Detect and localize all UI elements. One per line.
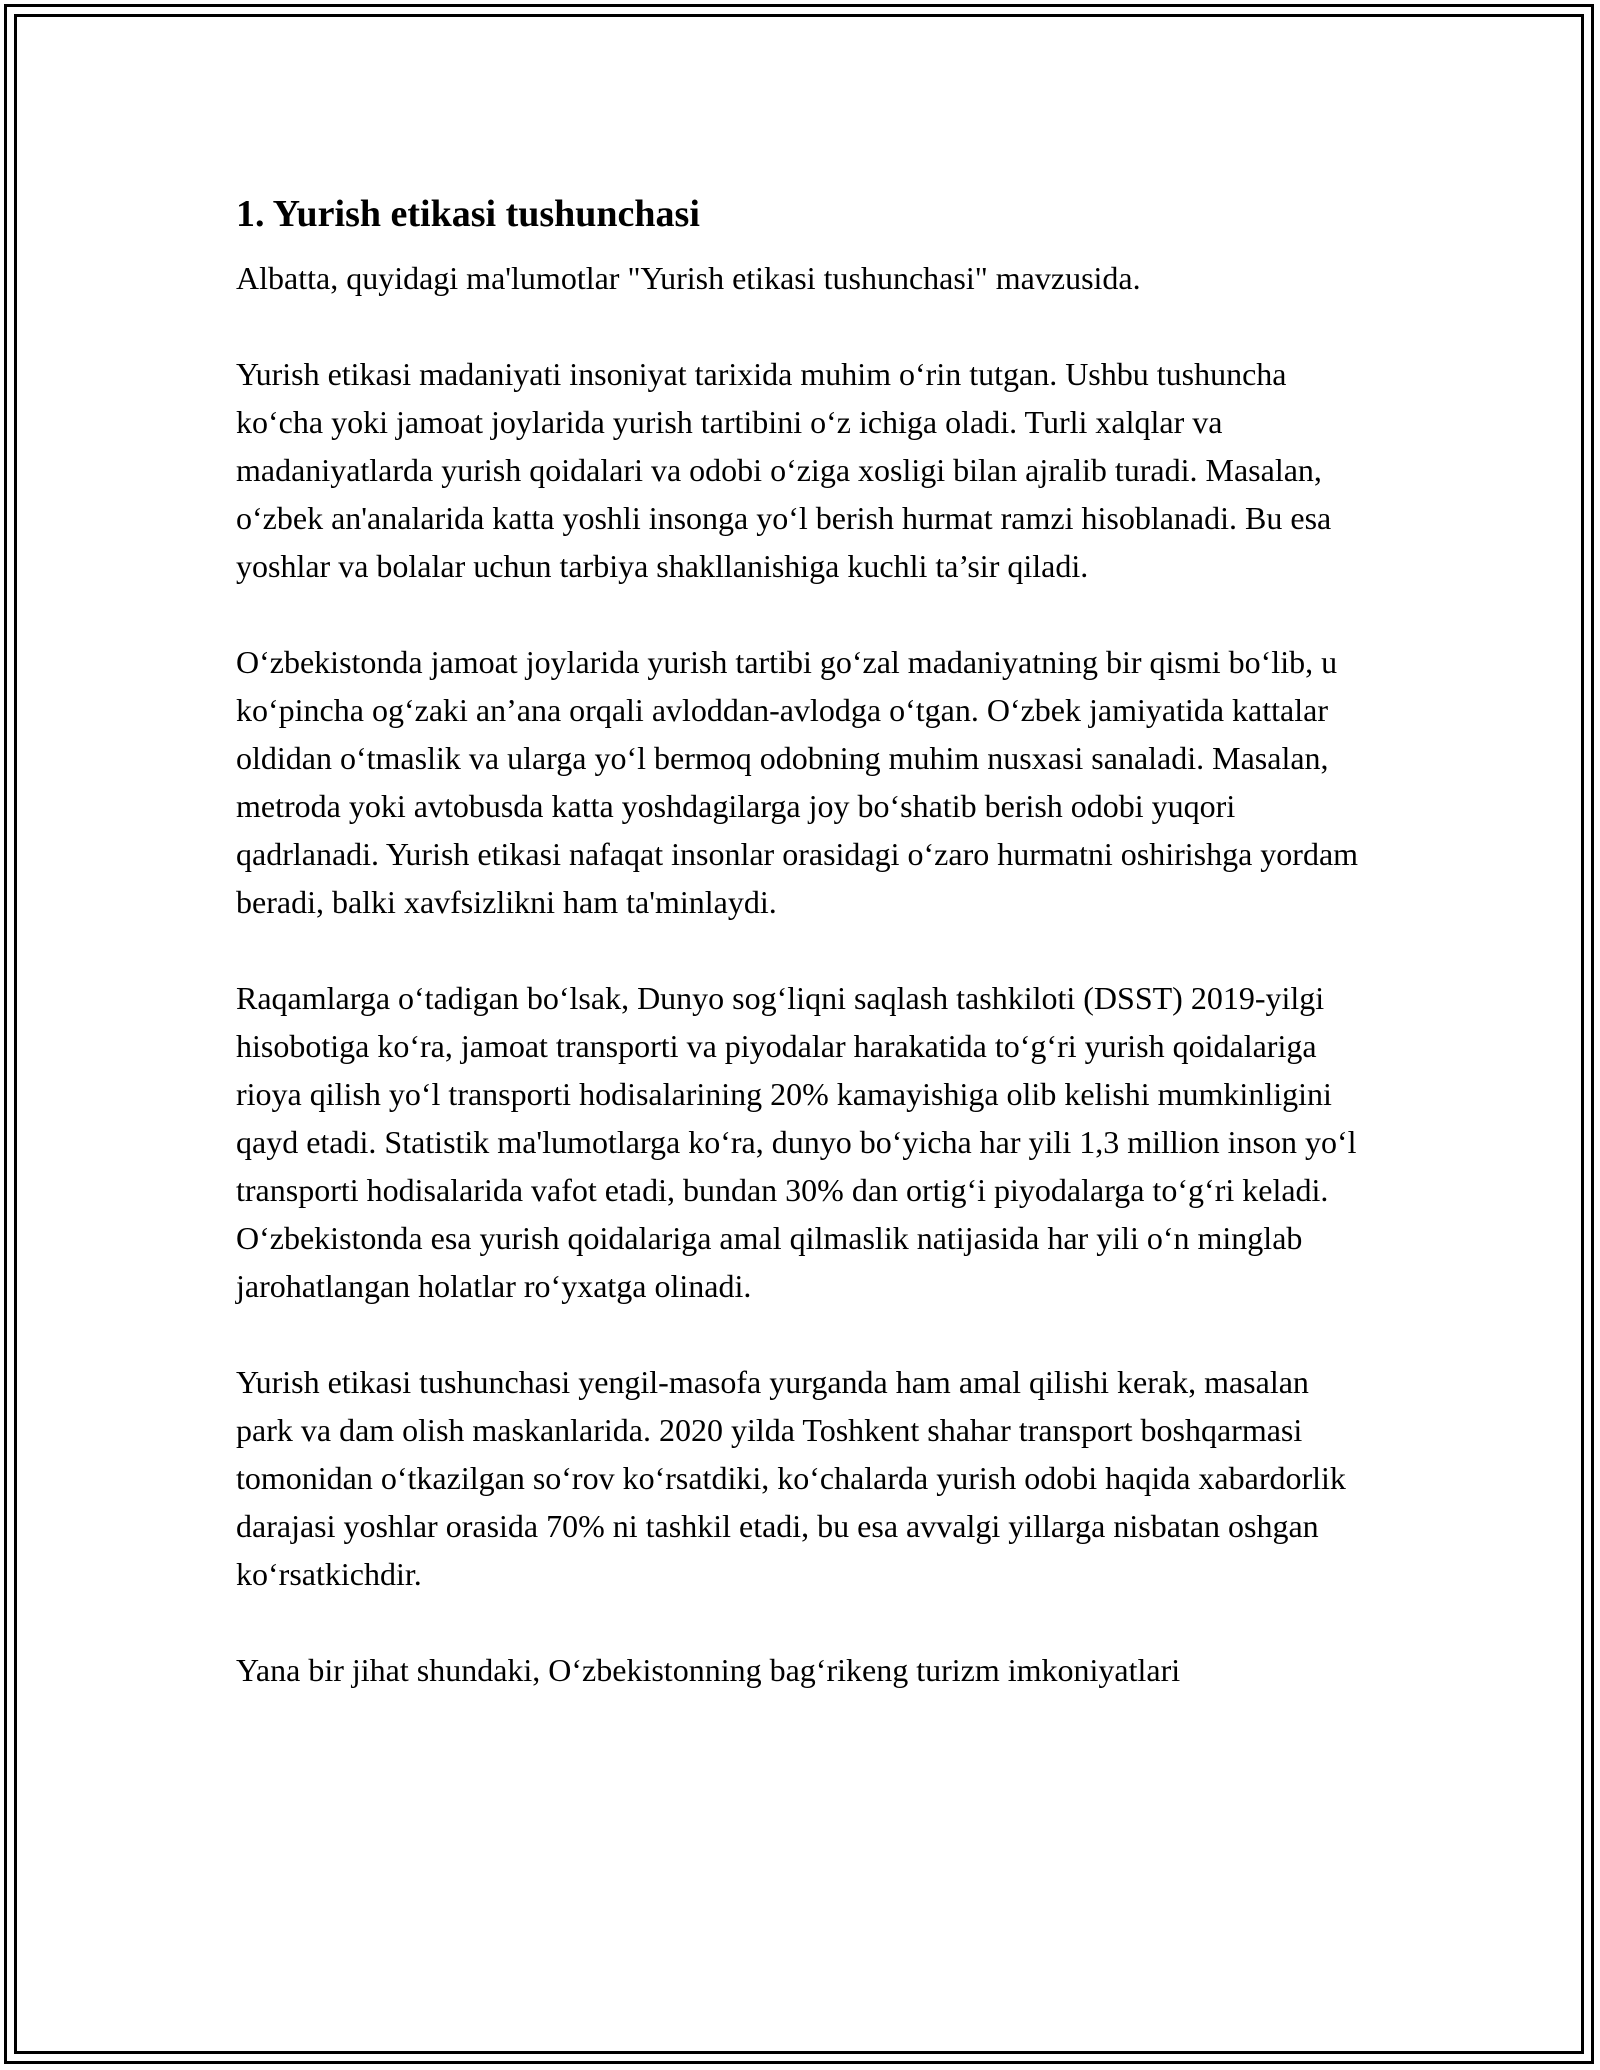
paragraph-uzbekistan: Oʻzbekistonda jamoat joylarida yurish tartibi goʻzal madaniyatning bir qismi boʻlib, u koʻpincha ogʻzaki an’ana orqali avloddan-avlodga oʻtgan. Oʻzbek jamiyatida kattalar oldidan oʻtmaslik va ularga yoʻl bermoq odobning muhim nusxasi sanaladi. Masalan, metroda yoki avtobusda katta yoshdagilarga joy boʻshatib berish odobi yuqori qadrlanadi. Yurish etikasi nafaqat insonlar orasidagi oʻzaro hurmatni oshirishga yordam beradi, balki xavfsizlikni ham ta'minlaydi. <box>236 644 1359 920</box>
document-body <box>236 186 1366 1742</box>
paragraph-history: Yurish etikasi madaniyati insoniyat tarixida muhim oʻrin tutgan. Ushbu tushuncha koʻcha yoki jamoat joylarida yurish tartibini oʻz ichiga oladi. Turli xalqlar va madaniyatlarda yurish qoidalari va odobi oʻziga xosligi bilan ajralib turadi. Masalan, oʻzbek an'analarida katta yoshli insonga yoʻl berish hurmat ramzi hisoblanadi. Bu esa yoshlar va bolalar uchun tarbiya shakllanishiga kuchli ta’sir qiladi. <box>236 356 1332 584</box>
paragraph-intro: Albatta, quyidagi ma'lumotlar "Yurish etikasi tushunchasi" mavzusida. <box>236 260 1141 296</box>
paragraph-survey: Yurish etikasi tushunchasi yengil-masofa yurganda ham amal qilishi kerak, masalan park va dam olish maskanlarida. 2020 yilda Toshkent shahar transport boshqarmasi tomonidan oʻtkazilgan soʻrov koʻrsatdiki, koʻchalarda yurish odobi haqida xabardorlik darajasi yoshlar orasida 70% ni tashkil etadi, bu esa avvalgi yillarga nisbatan oshgan koʻrsatkichdir. <box>236 1364 1346 1592</box>
section-heading: 1. Yurish etikasi tushunchasi <box>236 193 700 235</box>
paragraph-statistics: Raqamlarga oʻtadigan boʻlsak, Dunyo sogʻliqni saqlash tashkiloti (DSST) 2019-yilgi hisobotiga koʻra, jamoat transporti va piyodalar harakatida toʻgʻri yurish qoidalariga rioya qilish yoʻl transporti hodisalarining 20% kamayishiga olib kelishi mumkinligini qayd etadi. Statistik ma'lumotlarga koʻra, dunyo boʻyicha har yili 1,3 million inson yoʻl transporti hodisalarida vafot etadi, bundan 30% dan ortigʻi piyodalarga toʻgʻri keladi. Oʻzbekistonda esa yurish qoidalariga amal qilmaslik natijasida har yili oʻn minglab jarohatlangan holatlar roʻyxatga olinadi. <box>236 980 1357 1304</box>
paragraph-tourism: Yana bir jihat shundaki, Oʻzbekistonning bagʻrikeng turizm imkoniyatlari <box>236 1652 1181 1688</box>
